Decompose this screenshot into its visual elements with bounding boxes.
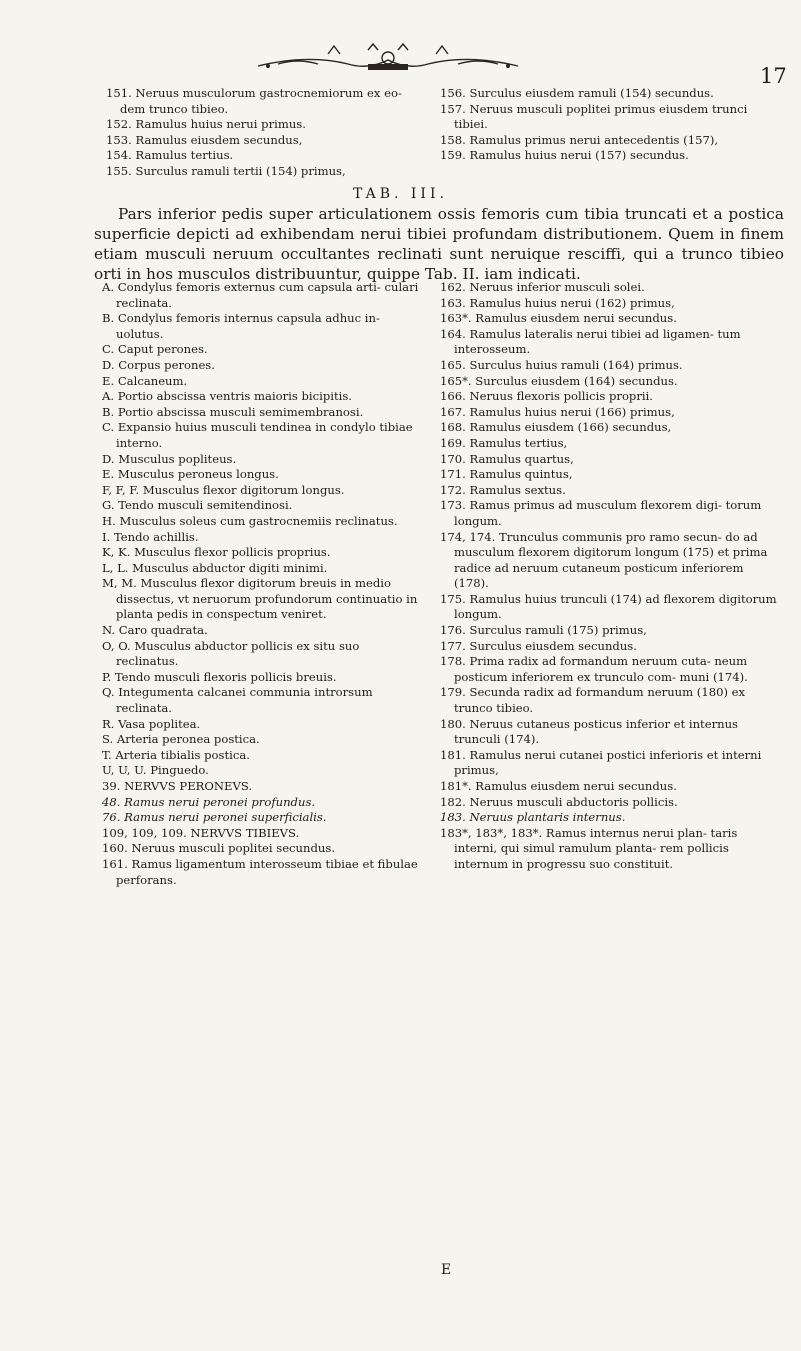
list-item: T. Arteria tibialis postica.	[102, 747, 250, 762]
list-item: 164. Ramulus lateralis nerui tibiei ad ligamen- tum interosseum.	[440, 326, 741, 357]
signature-mark: E	[441, 1262, 452, 1278]
list-item: L, L. Musculus abductor digiti minimi.	[102, 560, 328, 575]
list-item: A. Portio abscissa ventris maioris bicipitis.	[102, 389, 352, 404]
top-right-entries	[440, 86, 780, 164]
list-item: 109, 109, 109. NERVVS TIBIEVS.	[102, 825, 300, 840]
list-item: 182. Neruus musculi abductoris pollicis.	[440, 794, 678, 809]
list-item: 170. Ramulus quartus,	[440, 451, 574, 466]
list-item: 174, 174. Trunculus communis pro ramo secun- do ad musculum flexorem digitorum longum (175) et prima radice ad neruum cutaneum posticum inferiorem (178).	[440, 529, 768, 591]
list-item: 155. Surculus ramuli tertii (154) primus,	[106, 163, 346, 178]
list-item: 166. Neruus flexoris pollicis proprii.	[440, 389, 653, 404]
list-item: 158. Ramulus primus nerui antecedentis (157),	[440, 132, 719, 147]
list-item: 177. Surculus eiusdem secundus.	[440, 638, 637, 653]
list-item: 76. Ramus nerui peronei superficialis.	[102, 810, 327, 825]
page-number: 17	[760, 64, 787, 88]
list-item: P. Tendo musculi flexoris pollicis breuis.	[102, 669, 337, 684]
list-item: 163*. Ramulus eiusdem nerui secundus.	[440, 311, 677, 326]
right-legend	[440, 280, 780, 873]
list-item: 171. Ramulus quintus,	[440, 467, 573, 482]
list-item: C. Expansio huius musculi tendinea in condylo tibiae interno.	[102, 420, 413, 450]
list-item: 178. Prima radix ad formandum neruum cuta- neum posticum inferiorem ex trunculo com- muni (174).	[440, 654, 748, 684]
plate-description: Pars inferior pedis super articulationem ossis femoris cum tibia truncati et a postica superficie depicti ad exhibendam nerui tibiei profundam distributionem. Quem in finem etiam musculi neruum occultantes reclinati sunt neruique resciffi, qui a trunco tibieo orti in hos musculos distribuuntur, quippe Tab. II. iam indicati.	[94, 205, 784, 283]
list-item: 169. Ramulus tertius,	[440, 435, 568, 450]
list-item: 176. Surculus ramuli (175) primus,	[440, 623, 647, 638]
list-item: 168. Ramulus eiusdem (166) secundus,	[440, 420, 672, 435]
list-item: 175. Ramulus huius trunculi (174) ad flexorem digitorum longum.	[440, 591, 777, 622]
list-item: 165. Surculus huius ramuli (164) primus.	[440, 357, 683, 372]
list-item: 161. Ramus ligamentum interosseum tibiae et fibulae perforans.	[102, 856, 418, 887]
list-item: G. Tendo musculi semitendinosi.	[102, 498, 293, 513]
list-item: 180. Neruus cutaneus posticus inferior et internus trunculi (174).	[440, 716, 739, 747]
list-item: 154. Ramulus tertius.	[106, 148, 234, 163]
list-item: 165*. Surculus eiusdem (164) secundus.	[440, 373, 678, 388]
list-item: 48. Ramus nerui peronei profundus.	[102, 794, 316, 809]
list-item: E. Musculus peroneus longus.	[102, 467, 279, 482]
list-item: B. Condylus femoris internus capsula adhuc in- uolutus.	[102, 311, 380, 341]
list-item: E. Calcaneum.	[102, 373, 188, 388]
list-item: 151. Neruus musculorum gastrocnemiorum ex eo- dem trunco tibieo.	[106, 86, 402, 116]
plate-title: TAB. III.	[353, 186, 448, 202]
list-item: D. Corpus perones.	[102, 357, 215, 372]
list-item: 163. Ramulus huius nerui (162) primus,	[440, 295, 675, 310]
list-item: D. Musculus popliteus.	[102, 451, 237, 466]
list-item: 167. Ramulus huius nerui (166) primus,	[440, 404, 675, 419]
list-item: 172. Ramulus sextus.	[440, 482, 566, 497]
list-item: 179. Secunda radix ad formandum neruum (180) ex trunco tibieo.	[440, 685, 746, 716]
list-item: F, F, F. Musculus flexor digitorum longus.	[102, 482, 345, 497]
top-left-entries	[106, 86, 406, 180]
list-item: B. Portio abscissa musculi semimembranosi.	[102, 404, 364, 419]
list-item: 153. Ramulus eiusdem secundus,	[106, 132, 303, 147]
list-item: 183. Neruus plantaris internus.	[440, 810, 626, 825]
list-item: 152. Ramulus huius nerui primus.	[106, 117, 306, 132]
list-item: U, U, U. Pinguedo.	[102, 763, 209, 778]
list-item: A. Condylus femoris externus cum capsula arti- culari reclinata.	[102, 280, 419, 310]
list-item: N. Caro quadrata.	[102, 623, 208, 638]
list-item: H. Musculus soleus cum gastrocnemiis reclinatus.	[102, 513, 398, 528]
list-item: 39. NERVVS PERONEVS.	[102, 779, 253, 793]
list-item: R. Vasa poplitea.	[102, 716, 201, 731]
list-item: 181. Ramulus nerui cutanei postici inferioris et interni primus,	[440, 747, 762, 778]
list-item: K, K. Musculus flexor pollicis proprius.	[102, 545, 331, 560]
list-item: 156. Surculus eiusdem ramuli (154) secundus.	[440, 86, 714, 100]
list-item: Q. Integumenta calcanei communia introrsum reclinata.	[102, 685, 373, 716]
list-item: 183*, 183*, 183*. Ramus internus nerui plan- taris interni, qui simul ramulum planta- rem pollicis internum in progressu suo constituit.	[440, 825, 738, 871]
left-legend	[102, 280, 424, 888]
list-item: 181*. Ramulus eiusdem nerui secundus.	[440, 779, 677, 793]
list-item: S. Arteria peronea postica.	[102, 732, 260, 747]
list-item: 159. Ramulus huius nerui (157) secundus.	[440, 148, 689, 163]
list-item: M, M. Musculus flexor digitorum breuis in medio dissectus, vt neruorum profundorum continuatio in planta pedis in conspectum veniret.	[102, 576, 418, 622]
list-item: O, O. Musculus abductor pollicis ex situ suo reclinatus.	[102, 638, 360, 669]
list-item: C. Caput perones.	[102, 342, 208, 357]
list-item: I. Tendo achillis.	[102, 529, 199, 544]
list-item: 157. Neruus musculi poplitei primus eiusdem trunci tibiei.	[440, 101, 748, 132]
headpiece-ornament	[218, 14, 558, 76]
list-item: 162. Neruus inferior musculi solei.	[440, 280, 645, 294]
list-item: 173. Ramus primus ad musculum flexorem digi- torum longum.	[440, 498, 762, 528]
list-item: 160. Neruus musculi poplitei secundus.	[102, 841, 336, 856]
